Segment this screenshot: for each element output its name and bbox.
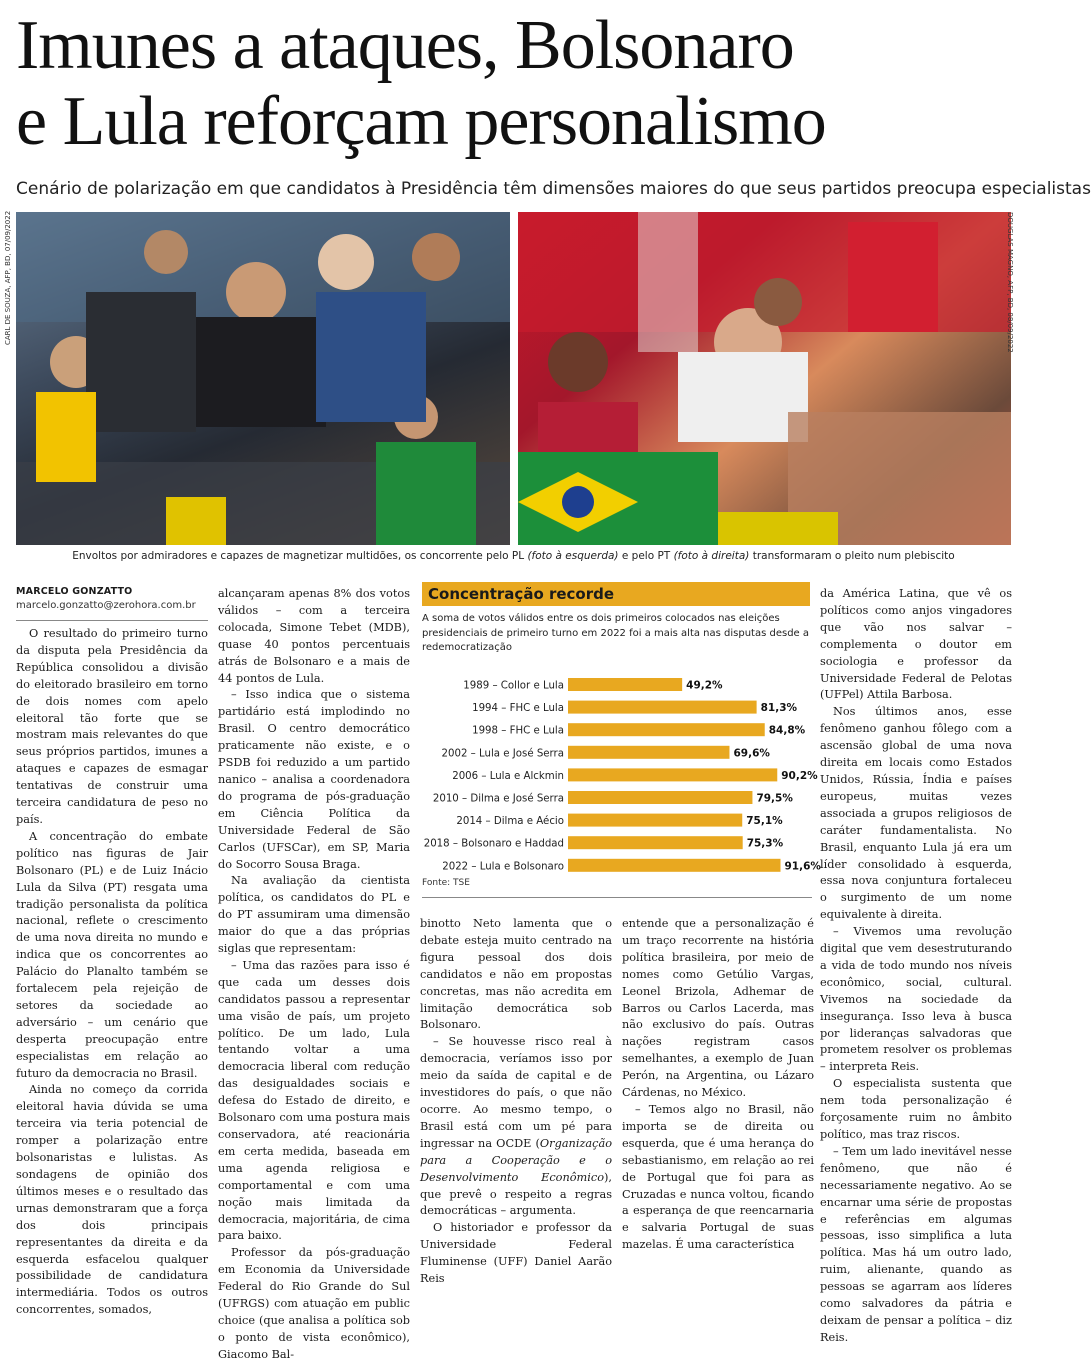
caption-text-1: Envoltos por admiradores e capazes de magnetizar multidões, os concorrente pelo PL xyxy=(72,550,528,562)
headline xyxy=(16,8,1006,160)
bar-category-label: 1998 – FHC e Lula xyxy=(472,725,564,737)
bar-category-label: 2010 – Dilma e José Serra xyxy=(432,793,564,805)
bar-value-label: 90,2% xyxy=(781,769,818,782)
paragraph: da América Latina, que vê os políticos como anjos vingadores que vão nos salvar – complementa o doutor em sociologia e professor da Universidade Federal de Pelotas (UFPel) Attila Barbosa. xyxy=(820,587,1012,702)
bar-value-label: 91,6% xyxy=(784,860,821,873)
bar-value-label: 75,3% xyxy=(746,837,784,850)
article-column-3 xyxy=(420,916,612,1288)
paragraph: – Isso indica que o sistema partidário está implodindo no Brasil. O centro democrático praticamente não existe, e o PSDB foi reduzido a um partido nanico – analisa a coordenadora do programa de pós-graduação em Ciência Política da Universidade Federal de São Carlos (UFSCar), em SP, Maria do Socorro Sousa Braga. xyxy=(218,688,410,871)
bar-value-label: 81,3% xyxy=(760,702,798,715)
bar xyxy=(568,791,752,804)
caption-italic-2: (foto à direita) xyxy=(673,550,750,562)
bar xyxy=(568,859,781,872)
bar-category-label: 2022 – Lula e Bolsonaro xyxy=(442,861,564,873)
bar-value-label: 69,6% xyxy=(733,747,770,760)
paragraph: O resultado do primeiro turno da disputa pela Presidência da República consolidou a divisão do eleitorado brasileiro em torno de dois nomes com apelo eleitoral tão forte que se mostram mais relevantes do que seus próprios partidos, imunes a ataques e capazes de esmagar tentativas de construir uma terceira candidatura de peso no país. xyxy=(16,627,208,826)
infobox-divider xyxy=(422,897,812,898)
paragraph: Nos últimos anos, esse fenômeno ganhou fôlego com a ascensão global de uma nova direita em locais como Estados Unidos, Rússia, Índia e países europeus, muitas vezes associada a grupos religiosos de caráter fundamentalista. No Brasil, enquanto Lula já era um líder consolidado à esquerda, essa nova conjuntura fortaleceu o surgimento de um nome equivalente à direita. xyxy=(820,705,1012,922)
photo-caption xyxy=(16,550,1011,562)
article-column-1 xyxy=(16,626,208,1319)
bar xyxy=(568,678,682,691)
paragraph: – Uma das razões para isso é que cada um desses dois candidatos passou a representar uma visão de país, um projeto político. De um lado, Lula tentando voltar a uma democracia liberal com redução das desigualdades sociais e defesa do Estado de direito, e Bolsonaro com uma postura mais conservadora, até reacionária em certa medida, baseada em uma agenda religiosa e comportamental e com uma noção mais limitada da democracia, majoritária, de cima para baixo. xyxy=(218,958,410,1243)
photo-bolsonaro-crowd xyxy=(16,212,510,545)
bar-value-label: 84,8% xyxy=(768,724,806,737)
bar-category-label: 1994 – FHC e Lula xyxy=(472,703,564,715)
chart-source: Fonte: TSE xyxy=(422,878,470,888)
bar-category-label: 2006 – Lula e Alckmin xyxy=(452,770,564,782)
byline-divider xyxy=(16,620,208,621)
article-column-5 xyxy=(820,586,1012,1347)
bar xyxy=(568,836,743,849)
bar xyxy=(568,768,777,781)
paragraph: Ainda no começo da corrida eleitoral havia dúvida se uma terceira via teria potencial de romper a polarização entre bolsonaristas e lulistas. As sondagens de opinião dos últimos meses e o resultado das urnas demonstraram que a força dos dois principais representantes da direita e da esquerda esfacelou qualquer possibilidade de candidatura intermediária. Todos os outros concorrentes, somados, xyxy=(16,1083,208,1317)
paragraph: – Temos algo no Brasil, não importa se de direita ou esquerda, que é uma herança do sebastianismo, em relação ao rei de Portugal que foi para as Cruzadas e nunca voltou, ficando a esperança de que reencarnaria e salvaria Portugal de suas mazelas. É uma característica xyxy=(622,1102,814,1252)
paragraph: entende que a personalização é um traço recorrente na história política brasileira, por meio de nomes como Getúlio Vargas, Leonel Brizola, Adhemar de Barros ou Carlos Lacerda, mas não exclusivo do país. Outras nações registram casos semelhantes, a exemplo de Juan Perón, na Argentina, ou Lázaro Cárdenas, no México. xyxy=(622,917,814,1100)
votes-bar-chart xyxy=(422,670,821,875)
bar-category-label: 2002 – Lula e José Serra xyxy=(441,748,564,760)
infobox-description: A soma de votos válidos entre os dois primeiros colocados nas eleições presidenciais de primeiro turno em 2022 foi a mais alta nas disputas desde a redemocratização xyxy=(422,613,809,653)
photo-lula-crowd xyxy=(518,212,1011,545)
bar-value-label: 49,2% xyxy=(686,679,723,692)
bar-category-label: 2018 – Bolsonaro e Haddad xyxy=(423,838,564,850)
paragraph: – Tem um lado inevitável nesse fenômeno, que não é necessariamente negativo. Ao se encarnar uma série de propostas e referências em algumas pessoas, isso simplifica a luta política. Mas há um outro lado, ruim, alienante, quando as pessoas se agarram aos líderes como salvadores da pátria e deixam de pensar a política – diz Reis. xyxy=(820,1144,1012,1344)
caption-text-2: e pelo PT xyxy=(618,550,674,562)
photo-credit-right: DOUGLAS MAGNO, AFP, BD, 08/09/2022 xyxy=(1006,212,1014,353)
bar-value-label: 79,5% xyxy=(756,792,793,805)
bar-category-label: 2014 – Dilma e Aécio xyxy=(456,816,564,828)
bar xyxy=(568,814,742,827)
bar-category-label: 1989 – Collor e Lula xyxy=(463,680,564,692)
article-column-2 xyxy=(218,586,410,1364)
headline-line-2: e Lula reforçam personalismo xyxy=(16,83,826,160)
article-column-4 xyxy=(622,916,814,1254)
subheadline: Cenário de polarização em que candidatos à Presidência têm dimensões maiores do que seus partidos preocupa especialistas xyxy=(16,179,1091,199)
paragraph: – Vivemos uma revolução digital que vem desestruturando a vida de todo mundo nos níveis econômico, social, cultural. Vivemos na sociedade da insegurança. Isso leva à busca por lideranças salvadoras que prometem resolver os problemas – interpreta Reis. xyxy=(820,925,1012,1074)
caption-italic-1: (foto à esquerda) xyxy=(527,550,619,562)
paragraph-text: – Se houvesse risco real à democracia, veríamos isso por meio da saída de capital e de investidores do país, o que não ocorre. Ao mesmo tempo, o Brasil está com um pé para ingressar na OCDE ( xyxy=(420,1035,612,1150)
paragraph: O especialista sustenta que nem toda personalização é forçosamente ruim no âmbito político, mas traz riscos. xyxy=(820,1077,1012,1141)
paragraph xyxy=(420,1034,612,1220)
headline-line-1: Imunes a ataques, Bolsonaro xyxy=(16,7,794,84)
paragraph: A concentração do embate político nas figuras de Jair Bolsonaro (PL) e de Luiz Inácio Lula da Silva (PT) resgata uma tradição personalista da política nacional, reflete o crescimento de uma nova direita no mundo e indica que os concorrentes ao Palácio do Planalto também se fortalecem pela rejeição de setores da sociedade ao adversário – um cenário que desperta preocupação entre especialistas em relação ao futuro da democracia no Brasil. xyxy=(16,829,208,1080)
paragraph: Professor da pós-graduação em Economia da Universidade Federal do Rio Grande do Sul (UFRGS) com atuação em public choice (que analisa a política sob o ponto de vista econômico), Giacomo Bal- xyxy=(218,1246,410,1361)
bar xyxy=(568,701,757,714)
bar xyxy=(568,723,765,736)
paragraph: alcançaram apenas 8% dos votos válidos – com a terceira colocada, Simone Tebet (MDB), quase 40 pontos percentuais atrás de Bolsonaro e a mais de 44 pontos de Lula. xyxy=(218,587,410,685)
byline-author: MARCELO GONZATTO xyxy=(16,586,133,597)
bar-value-label: 75,1% xyxy=(746,815,783,828)
caption-text-3: transformaram o pleito num plebiscito xyxy=(749,550,955,562)
byline-email[interactable]: marcelo.gonzatto@zerohora.com.br xyxy=(16,600,196,611)
paragraph-italic: Organização para a Cooperação e o Desenvolvimento Econômico xyxy=(420,1136,612,1184)
bar xyxy=(568,746,729,759)
paragraph: O historiador e professor da Universidade Federal Fluminense (UFF) Daniel Aarão Reis xyxy=(420,1221,612,1286)
infobox-title: Concentração recorde xyxy=(422,582,810,606)
paragraph-text: ), que prevê o respeito a regras democráticas – argumenta. xyxy=(420,1170,612,1218)
paragraph: binotto Neto lamenta que o debate esteja muito centrado na figura pessoal dos dois candidatos e não em propostas concretas, mas não acredita em limitação democrática sob Bolsonaro. xyxy=(420,917,612,1032)
photo-credit-left: CARL DE SOUZA, AFP, BD, 07/09/2022 xyxy=(4,210,12,345)
paragraph: Na avaliação da cientista política, os candidatos do PL e do PT assumiram uma dimensão maior do que a das próprias siglas que representam: xyxy=(218,874,410,956)
